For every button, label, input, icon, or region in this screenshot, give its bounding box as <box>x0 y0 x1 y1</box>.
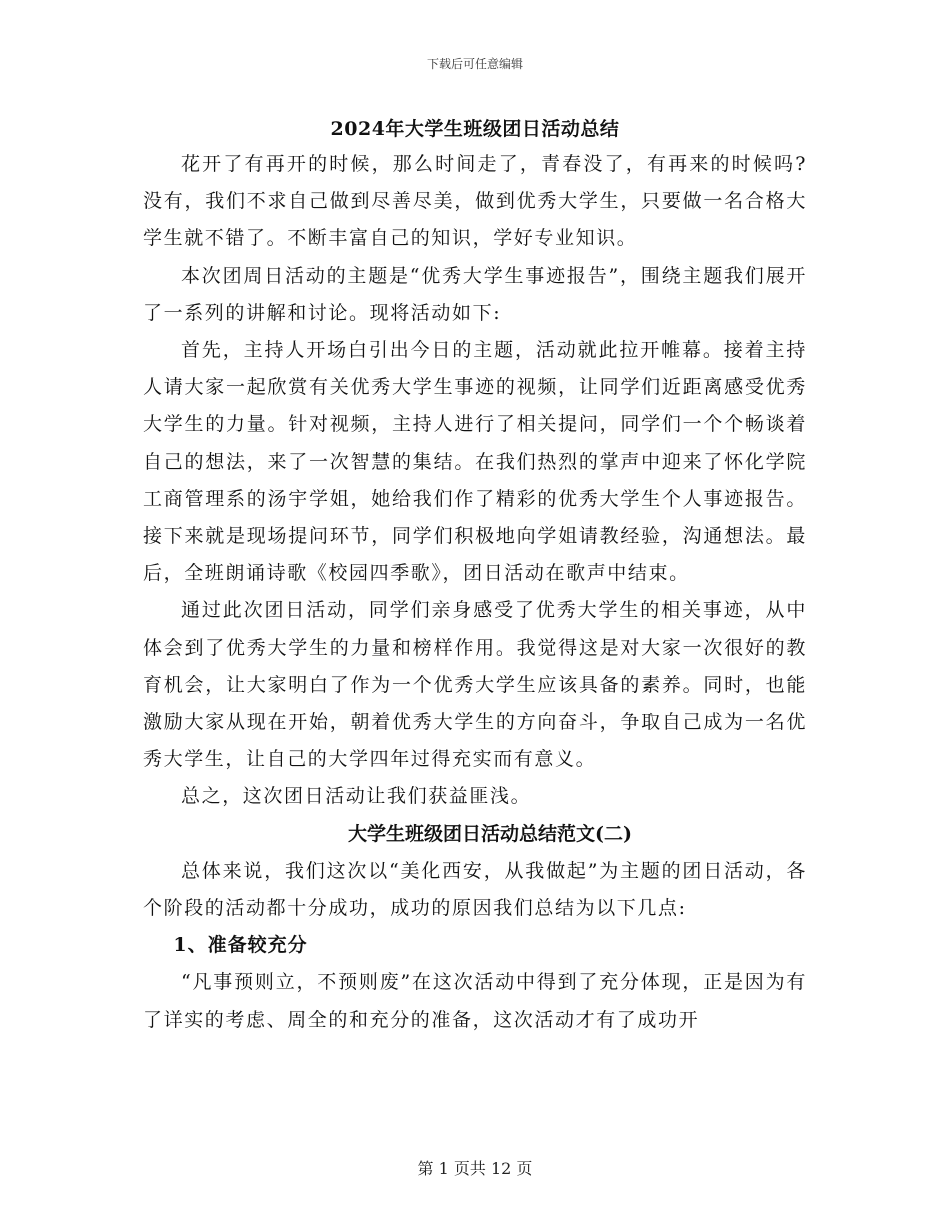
paragraph: 通过此次团日活动，同学们亲身感受了优秀大学生的相关事迹，从中体会到了优秀大学生的力量和榜样作用。我觉得这是对大家一次很好的教育机会，让大家明白了作为一个优秀大学生应该具备的素养。同时，也能激励大家从现在开始，朝着优秀大学生的方向奋斗，争取自己成为一名优秀大学生，让自己的大学四年过得充实而有意义。 <box>143 599 807 771</box>
paragraph: 花开了有再开的时候，那么时间走了，青春没了，有再来的时候吗?没有，我们不求自己做到尽善尽美，做到优秀大学生，只要做一名合格大学生就不错了。不断丰富自己的知识，学好专业知识。 <box>143 153 807 250</box>
paragraph: 总体来说，我们这次以“美化西安，从我做起”为主题的团日活动，各个阶段的活动都十分成功，成功的原因我们总结为以下几点: <box>143 859 807 920</box>
paragraph: 总之，这次团日活动让我们获益匪浅。 <box>181 785 532 808</box>
header-note: 下载后可任意编辑 <box>426 57 523 71</box>
paragraph: 首先，主持人开场白引出今日的主题，活动就此拉开帷幕。接着主持人请大家一起欣赏有关优秀大学生事迹的视频，让同学们近距离感受优秀大学生的力量。针对视频，主持人进行了相关提问，同学们一个个畅谈着自己的想法，来了一次智慧的集结。在我们热烈的掌声中迎来了怀化学院工商管理系的汤宇学姐，她给我们作了精彩的优秀大学生个人事迹报告。接下来就是现场提问环节，同学们积极地向学姐请教经验，沟通想法。最后，全班朗诵诗歌《校园四季歌》，团日活动在歌声中结束。 <box>143 339 807 585</box>
section-title: 大学生班级团日活动总结范文(二) <box>348 822 632 845</box>
section-heading: 1、准备较充分 <box>173 934 308 957</box>
page-footer: 第 1 页共 12 页 <box>417 1159 533 1178</box>
paragraph: “凡事预则立，不预则废”在这次活动中得到了充分体现，正是因为有了详实的考虑、周全的和充分的准备，这次活动才有了成功开 <box>143 971 807 1031</box>
paragraph: 本次团周日活动的主题是“优秀大学生事迹报告”，围绕主题我们展开了一系列的讲解和讨论。现将活动如下: <box>143 264 807 324</box>
document-title: 2024年大学生班级团日活动总结 <box>330 118 620 140</box>
document-body <box>143 112 807 1039</box>
